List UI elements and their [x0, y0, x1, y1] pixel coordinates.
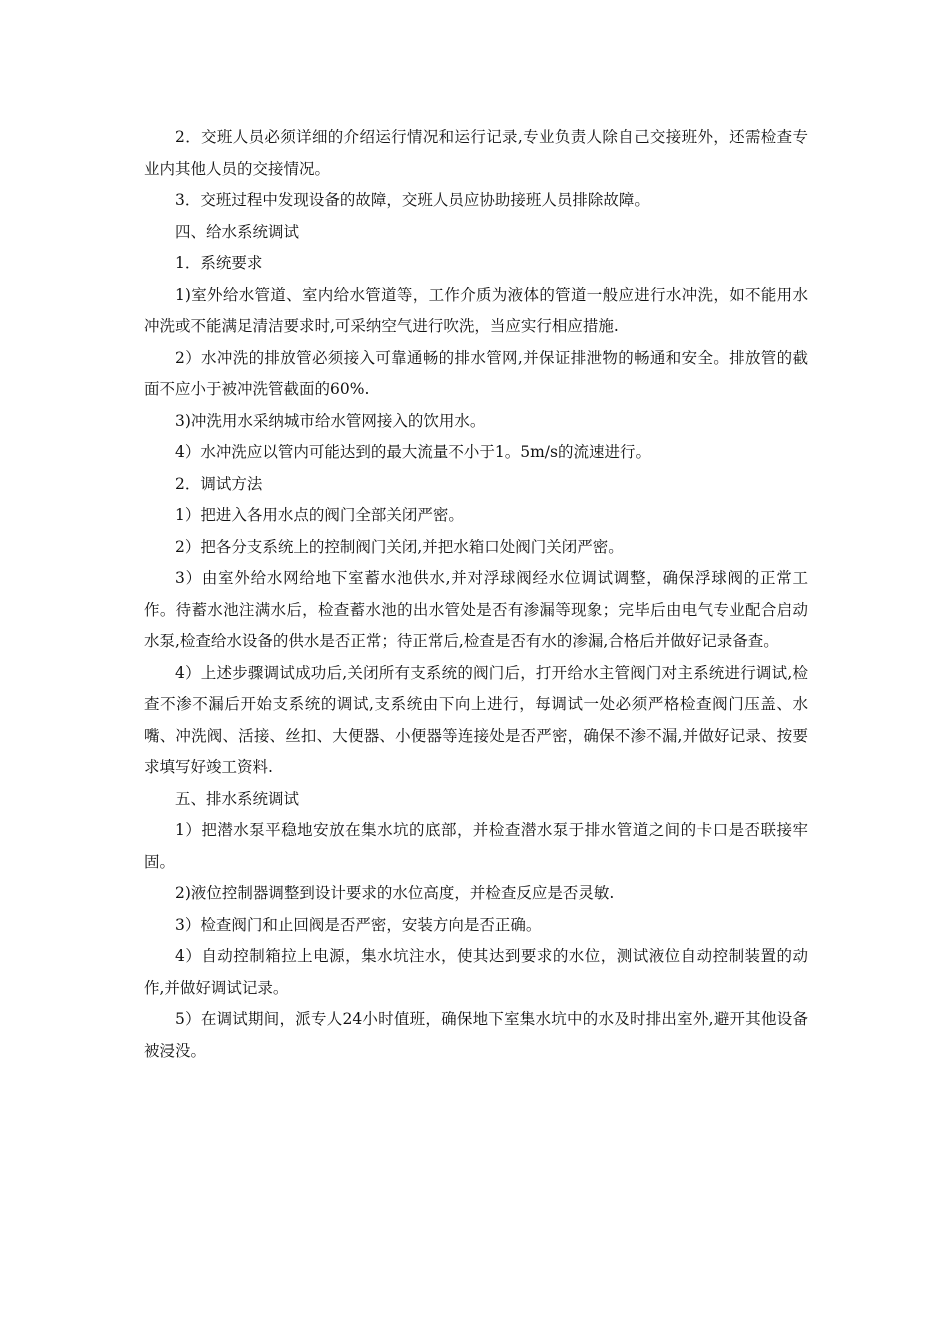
paragraph-handover-explain: 2．交班人员必须详细的介绍运行情况和运行记录,专业负责人除自己交接班外，还需检查专业内其他人员的交接情况。 — [144, 128, 808, 178]
paragraph-method-1: 1）把进入各用水点的阀门全部关闭严密。 — [175, 506, 464, 524]
subheading-system-requirements: 1．系统要求 — [175, 254, 263, 272]
paragraph-drainage-3: 3）检查阀门和止回阀是否严密，安装方向是否正确。 — [175, 915, 542, 934]
paragraph-requirement-2: 2）水冲洗的排放管必须接入可靠通畅的排水管网,并保证排泄物的畅通和安全。排放管的截面不应小于被冲洗管截面的60%. — [144, 348, 808, 398]
section-heading-water-supply: 四、给水系统调试 — [175, 222, 300, 241]
paragraph-drainage-1: 1）把潜水泵平稳地安放在集水坑的底部，并检查潜水泵于排水管道之间的卡口是否联接牢固。 — [144, 821, 808, 871]
paragraph-handover-fault: 3．交班过程中发现设备的故障，交班人员应协助接班人员排除故障。 — [175, 191, 650, 209]
paragraph-drainage-2: 2)液位控制器调整到设计要求的水位高度，并检查反应是否灵敏. — [175, 884, 615, 902]
paragraph-requirement-3: 3)冲洗用水采纳城市给水管网接入的饮用水。 — [175, 411, 486, 430]
paragraph-drainage-5: 5）在调试期间，派专人24小时值班，确保地下室集水坑中的水及时排出室外,避开其他设备被浸没。 — [144, 1010, 808, 1060]
paragraph-requirement-4: 4）水冲洗应以管内可能达到的最大流量不小于1。5m/s的流速进行。 — [175, 443, 651, 461]
paragraph-method-4: 4）上述步骤调试成功后,关闭所有支系统的阀门后，打开给水主管阀门对主系统进行调试,检查不渗不漏后开始支系统的调试,支系统由下向上进行，每调试一处必须严格检查阀门压盖、水嘴、冲洗阀、活接、丝扣、大便器、小便器等连接处是否严密，确保不渗不漏,并做好记录、按要求填写好竣工资料. — [144, 663, 808, 776]
subheading-test-method: 2．调试方法 — [175, 474, 263, 493]
section-heading-drainage: 五、排水系统调试 — [175, 789, 300, 808]
paragraph-method-3: 3）由室外给水网给地下室蓄水池供水,并对浮球阀经水位调试调整，确保浮球阀的正常工作。待蓄水池注满水后，检查蓄水池的出水管处是否有渗漏等现象；完毕后由电气专业配合启动水泵,检查给水设备的供水是否正常；待正常后,检查是否有水的渗漏,合格后并做好记录备查。 — [144, 569, 808, 650]
document-body — [144, 122, 808, 1067]
paragraph-method-2: 2）把各分支系统上的控制阀门关闭,并把水箱口处阀门关闭严密。 — [175, 537, 624, 556]
paragraph-drainage-4: 4）自动控制箱拉上电源，集水坑注水，使其达到要求的水位，测试液位自动控制装置的动作,并做好调试记录。 — [144, 947, 808, 997]
paragraph-requirement-1: 1)室外给水管道、室内给水管道等，工作介质为液体的管道一般应进行水冲洗，如不能用水冲洗或不能满足清洁要求时,可采纳空气进行吹洗，当应实行相应措施. — [144, 285, 808, 335]
